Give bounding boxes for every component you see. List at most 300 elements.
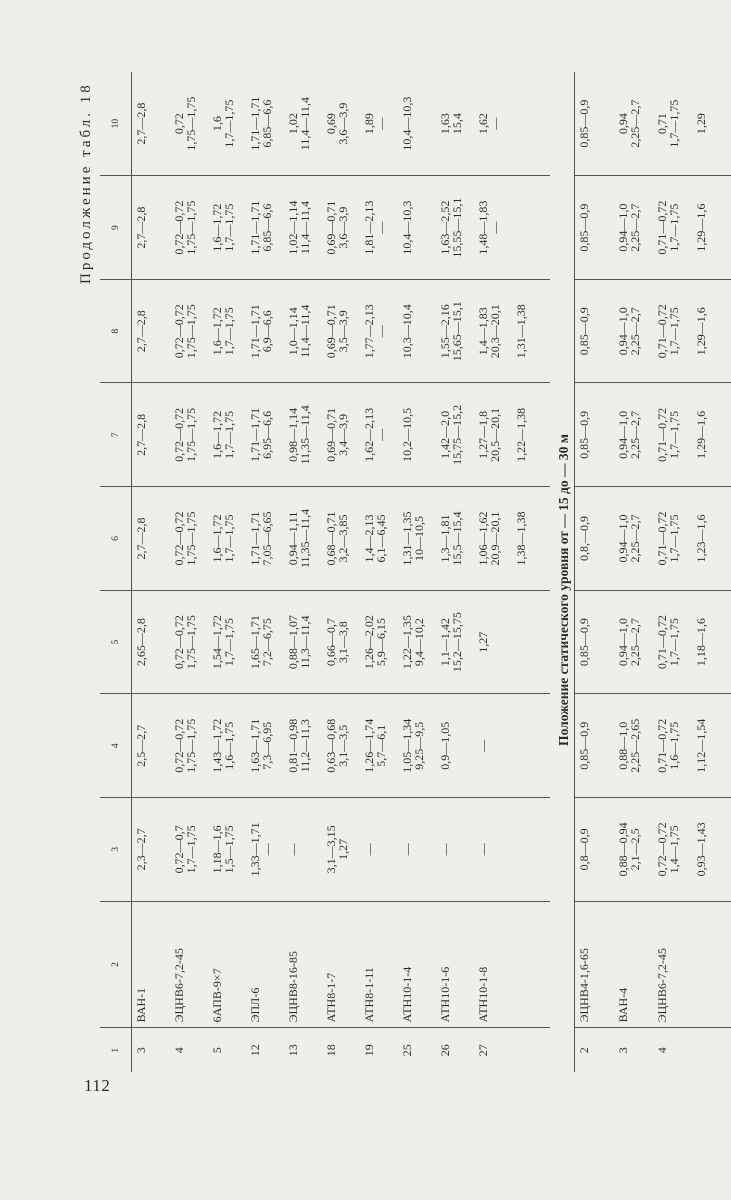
value-line: 1,6—1,75 bbox=[667, 721, 681, 770]
value-line: 1,5—1,75 bbox=[222, 825, 236, 874]
value-line: 1,7—1,75 bbox=[222, 618, 236, 667]
value-line: 1,18—1,6 bbox=[210, 825, 224, 874]
value-stack bbox=[135, 283, 147, 380]
value-cell bbox=[208, 72, 246, 176]
value-cell bbox=[360, 176, 398, 280]
value-cell bbox=[284, 487, 322, 591]
value-cell bbox=[398, 694, 436, 798]
value-stack bbox=[656, 697, 680, 794]
value-line: 1,29—1,6 bbox=[694, 307, 708, 356]
value-line: — bbox=[374, 221, 388, 234]
value-line: 0,9—1,05 bbox=[438, 721, 452, 770]
value-line: 10,4—10,3 bbox=[400, 96, 414, 151]
value-line: 2,7—2,8 bbox=[134, 206, 148, 249]
value-line: 0,85—0,9 bbox=[577, 307, 591, 356]
value-stack bbox=[515, 801, 527, 898]
value-cell bbox=[170, 279, 208, 383]
value-cell bbox=[436, 694, 474, 798]
value-line: 11,35—11,4 bbox=[298, 405, 312, 465]
value-line: 0,71—0,72 bbox=[655, 615, 669, 670]
value-stack bbox=[477, 801, 489, 898]
value-line: 0,88—0,94 bbox=[616, 822, 630, 877]
value-stack bbox=[325, 801, 349, 898]
value-line: 0,94—1,0 bbox=[616, 618, 630, 667]
value-line: 1,7—1,75 bbox=[222, 203, 236, 252]
continuation-title: Продолжение табл. 18 bbox=[78, 82, 94, 284]
value-line: 1,7—1,75 bbox=[667, 307, 681, 356]
value-stack bbox=[211, 75, 235, 172]
value-stack bbox=[135, 490, 147, 587]
value-line: 20,5—20,1 bbox=[488, 407, 502, 462]
value-stack bbox=[656, 387, 680, 484]
value-line: 1,89 bbox=[362, 113, 376, 135]
value-line: 1,29 bbox=[694, 113, 708, 135]
value-line: 1,71—1,71 bbox=[248, 96, 262, 151]
value-line: — bbox=[374, 325, 388, 338]
value-line: 0,72 bbox=[172, 113, 186, 135]
value-line: 20,9—20,1 bbox=[488, 511, 502, 566]
table-row bbox=[284, 72, 322, 1072]
value-line: 0,72—0,72 bbox=[172, 718, 186, 773]
value-stack bbox=[617, 75, 641, 172]
value-line: 1,23—1,6 bbox=[694, 514, 708, 563]
value-line: 2,65—2,8 bbox=[134, 618, 148, 667]
value-line: 1,71—1,71 bbox=[248, 200, 262, 255]
value-stack bbox=[211, 283, 235, 380]
value-cell bbox=[170, 383, 208, 487]
value-line: 0,71—0,72 bbox=[655, 511, 669, 566]
value-line: 1,29—1,6 bbox=[694, 203, 708, 252]
value-cell bbox=[322, 72, 360, 176]
value-cell bbox=[170, 694, 208, 798]
value-line: 1,54—1,72 bbox=[210, 615, 224, 670]
value-line: 1,6—1,75 bbox=[222, 721, 236, 770]
value-stack bbox=[617, 490, 641, 587]
value-line: 9,25—9,5 bbox=[412, 721, 426, 770]
value-stack bbox=[173, 387, 197, 484]
value-stack bbox=[249, 283, 273, 380]
value-cell bbox=[208, 383, 246, 487]
value-cell bbox=[512, 590, 550, 694]
value-cell bbox=[208, 798, 246, 902]
value-stack bbox=[578, 387, 590, 484]
value-stack bbox=[617, 387, 641, 484]
value-line: 1,7—1,75 bbox=[667, 99, 681, 148]
value-cell bbox=[575, 694, 615, 798]
value-stack bbox=[401, 490, 425, 587]
value-cell bbox=[575, 176, 615, 280]
value-line: 1,71—1,71 bbox=[248, 511, 262, 566]
value-cell bbox=[614, 694, 653, 798]
row-number: 5 bbox=[210, 1047, 224, 1054]
value-stack bbox=[578, 801, 590, 898]
value-line: 0,85—0,9 bbox=[577, 99, 591, 148]
value-cell bbox=[284, 72, 322, 176]
value-stack bbox=[173, 179, 197, 276]
value-line: 0,81—0,98 bbox=[286, 718, 300, 773]
value-line: — bbox=[400, 843, 414, 856]
value-cell bbox=[284, 279, 322, 383]
value-cell bbox=[246, 590, 284, 694]
row-number: 12 bbox=[248, 1044, 262, 1057]
value-stack bbox=[249, 594, 273, 691]
value-line: 15,2—15,75 bbox=[450, 612, 464, 673]
value-cell bbox=[614, 590, 653, 694]
value-cell bbox=[360, 279, 398, 383]
value-line: 0,68—0,71 bbox=[324, 511, 338, 566]
value-line: 0,72—0,72 bbox=[172, 511, 186, 566]
value-stack bbox=[578, 75, 590, 172]
value-stack bbox=[515, 697, 527, 794]
value-cell bbox=[360, 694, 398, 798]
value-stack bbox=[287, 594, 311, 691]
main-table bbox=[100, 72, 550, 1072]
value-line: 1,63 bbox=[438, 113, 452, 135]
value-line: 1,3—1,81 bbox=[438, 514, 452, 563]
value-cell bbox=[132, 279, 171, 383]
value-line: — bbox=[488, 221, 502, 234]
value-cell bbox=[284, 590, 322, 694]
value-stack bbox=[287, 283, 311, 380]
value-stack bbox=[695, 283, 707, 380]
value-line: 7,05—6,65 bbox=[260, 511, 274, 566]
value-line: 1,4—1,83 bbox=[476, 307, 490, 356]
value-line: — bbox=[374, 428, 388, 441]
value-line: 0,72—0,7 bbox=[172, 825, 186, 874]
value-cell bbox=[246, 487, 284, 591]
value-cell bbox=[322, 279, 360, 383]
value-cell bbox=[575, 590, 615, 694]
value-line: 7,3—6,95 bbox=[260, 721, 274, 770]
value-line bbox=[413, 387, 425, 484]
row-number: 19 bbox=[362, 1044, 376, 1057]
value-cell bbox=[436, 176, 474, 280]
value-line: 1,75—1,75 bbox=[184, 511, 198, 566]
value-stack bbox=[477, 697, 489, 794]
table-row bbox=[436, 72, 474, 1072]
value-cell bbox=[360, 798, 398, 902]
value-stack bbox=[287, 179, 311, 276]
value-stack bbox=[363, 490, 387, 587]
row-number: 4 bbox=[655, 1047, 669, 1054]
value-line: 11,4—11,4 bbox=[298, 97, 312, 151]
value-cell bbox=[322, 487, 360, 591]
value-line: 0,85—0,9 bbox=[577, 203, 591, 252]
value-line: — bbox=[260, 843, 274, 856]
value-line: 15,5—15,4 bbox=[450, 511, 464, 566]
value-cell bbox=[436, 383, 474, 487]
row-number bbox=[692, 1028, 731, 1072]
value-cell bbox=[512, 72, 550, 176]
value-cell bbox=[284, 383, 322, 487]
value-cell bbox=[653, 72, 692, 176]
table-row bbox=[170, 72, 208, 1072]
value-stack bbox=[249, 387, 273, 484]
value-line: 1,77—2,13 bbox=[362, 304, 376, 359]
value-line bbox=[515, 697, 527, 794]
value-line: 1,7—1,75 bbox=[667, 514, 681, 563]
value-stack bbox=[439, 697, 451, 794]
value-cell bbox=[614, 487, 653, 591]
value-cell bbox=[284, 176, 322, 280]
value-line: 1,27 bbox=[336, 838, 350, 860]
value-cell bbox=[132, 798, 171, 902]
value-stack bbox=[287, 697, 311, 794]
value-cell bbox=[398, 590, 436, 694]
value-line: 11,35—11,4 bbox=[298, 508, 312, 568]
value-line: 0,72—0,72 bbox=[172, 615, 186, 670]
value-line: 0,98—1,14 bbox=[286, 407, 300, 462]
value-cell bbox=[246, 694, 284, 798]
row-number: 3 bbox=[616, 1047, 630, 1054]
value-stack bbox=[325, 697, 349, 794]
value-stack bbox=[439, 75, 463, 172]
value-cell bbox=[132, 383, 171, 487]
value-line: 5,7—6,1 bbox=[374, 724, 388, 767]
value-stack bbox=[695, 387, 707, 484]
value-line: 0,72—0,72 bbox=[172, 304, 186, 359]
value-line: — bbox=[476, 739, 490, 752]
value-line: — bbox=[488, 117, 502, 130]
value-line: 1,6—1,72 bbox=[210, 410, 224, 459]
value-line: 15,65—15,1 bbox=[450, 301, 464, 362]
value-line: 2,1—2,5 bbox=[628, 828, 642, 871]
column-header: 4 bbox=[100, 694, 132, 798]
value-stack bbox=[287, 387, 311, 484]
table-row bbox=[575, 72, 615, 1072]
value-cell bbox=[284, 798, 322, 902]
value-cell bbox=[474, 694, 512, 798]
value-stack bbox=[439, 179, 463, 276]
value-cell bbox=[512, 487, 550, 591]
column-header: 10 bbox=[100, 72, 132, 176]
value-line: 0,88—1,07 bbox=[286, 615, 300, 670]
value-cell bbox=[474, 279, 512, 383]
value-stack bbox=[515, 179, 527, 276]
value-stack bbox=[173, 75, 197, 172]
value-cell bbox=[692, 798, 731, 902]
value-line: 1,22—1,38 bbox=[514, 407, 528, 462]
value-line: 1,1—1,42 bbox=[438, 618, 452, 667]
value-stack bbox=[656, 594, 680, 691]
value-line: 0,71 bbox=[655, 113, 669, 135]
value-line: 1,38—1,38 bbox=[514, 511, 528, 566]
value-stack bbox=[211, 594, 235, 691]
value-cell bbox=[575, 279, 615, 383]
value-line: 0,71—0,72 bbox=[655, 718, 669, 773]
value-line: 1,26—2,02 bbox=[362, 615, 376, 670]
value-line: 1,63—1,71 bbox=[248, 718, 262, 773]
value-line: 2,25—2,65 bbox=[628, 718, 642, 773]
pump-type: ЭЦНВ4-1,6-65 bbox=[575, 901, 615, 1028]
value-stack bbox=[439, 801, 451, 898]
pump-type: ЭПЛ-6 bbox=[246, 901, 284, 1028]
value-cell bbox=[208, 694, 246, 798]
value-cell bbox=[208, 279, 246, 383]
value-line: 0,71—0,72 bbox=[655, 304, 669, 359]
value-line: 10,3—10,4 bbox=[400, 304, 414, 359]
value-line: 15,75—15,2 bbox=[450, 404, 464, 465]
value-line: 2,25—2,7 bbox=[628, 307, 642, 356]
value-line: 6,85—6,6 bbox=[260, 203, 274, 252]
table-row bbox=[512, 72, 550, 1072]
value-line: 2,25—2,7 bbox=[628, 99, 642, 148]
value-stack bbox=[515, 594, 527, 691]
value-cell bbox=[170, 590, 208, 694]
value-cell bbox=[436, 487, 474, 591]
value-stack bbox=[401, 801, 413, 898]
value-line: 15,55—15,1 bbox=[450, 197, 464, 258]
section-title: Положение статического уровня от — 15 до — 30 м bbox=[556, 434, 571, 746]
value-line: 0,72—0,72 bbox=[172, 200, 186, 255]
value-line: 1,05—1,34 bbox=[400, 718, 414, 773]
value-line: 2,25—2,7 bbox=[628, 618, 642, 667]
value-line: 5,9—6,15 bbox=[374, 618, 388, 667]
value-stack bbox=[578, 490, 590, 587]
pump-type bbox=[512, 901, 550, 1028]
pump-type: ЭЦНВ6-7,2-45 bbox=[653, 901, 692, 1028]
value-cell bbox=[208, 176, 246, 280]
value-cell bbox=[692, 383, 731, 487]
value-line: 11,4—11,4 bbox=[298, 201, 312, 255]
value-line: 0,63—0,68 bbox=[324, 718, 338, 773]
value-cell bbox=[575, 72, 615, 176]
value-line: 1,6—1,72 bbox=[210, 514, 224, 563]
value-cell bbox=[512, 279, 550, 383]
value-cell bbox=[512, 694, 550, 798]
value-cell bbox=[322, 383, 360, 487]
value-cell bbox=[474, 798, 512, 902]
value-stack bbox=[401, 283, 425, 380]
value-stack bbox=[363, 283, 387, 380]
value-cell bbox=[398, 798, 436, 902]
value-stack bbox=[578, 179, 590, 276]
value-stack bbox=[325, 594, 349, 691]
value-line: 1,12—1,54 bbox=[694, 718, 708, 773]
value-stack bbox=[211, 490, 235, 587]
value-line: 0,8,—0,9 bbox=[577, 515, 591, 561]
value-stack bbox=[325, 490, 349, 587]
value-line: 1,48—1,83 bbox=[476, 200, 490, 255]
value-line: 1,02—1,14 bbox=[286, 200, 300, 255]
value-cell bbox=[360, 590, 398, 694]
pump-type: 6АПВ-9×7 bbox=[208, 901, 246, 1028]
value-line: 0,69—0,71 bbox=[324, 304, 338, 359]
value-stack bbox=[477, 594, 489, 691]
value-cell bbox=[132, 487, 171, 591]
pump-type: АТН8-1-7 bbox=[322, 901, 360, 1028]
value-cell bbox=[132, 176, 171, 280]
value-line: 1,7—1,75 bbox=[222, 410, 236, 459]
value-stack bbox=[439, 594, 463, 691]
value-stack bbox=[363, 594, 387, 691]
value-line: 1,27—1,8 bbox=[476, 410, 490, 459]
value-cell bbox=[692, 487, 731, 591]
value-cell bbox=[246, 279, 284, 383]
value-line: 1,75—1,75 bbox=[184, 200, 198, 255]
value-line: 1,29—1,6 bbox=[694, 410, 708, 459]
value-cell bbox=[208, 590, 246, 694]
value-line bbox=[515, 179, 527, 276]
value-cell bbox=[170, 798, 208, 902]
value-stack bbox=[695, 697, 707, 794]
value-stack bbox=[135, 594, 147, 691]
row-number: 2 bbox=[577, 1047, 591, 1054]
value-line: 1,7—1,75 bbox=[222, 99, 236, 148]
value-stack bbox=[249, 75, 273, 172]
value-stack bbox=[656, 801, 680, 898]
value-line: 1,7—1,75 bbox=[667, 410, 681, 459]
value-stack bbox=[173, 697, 197, 794]
value-stack bbox=[656, 283, 680, 380]
value-line: 0,94—1,0 bbox=[616, 514, 630, 563]
table-row bbox=[474, 72, 512, 1072]
value-stack bbox=[617, 697, 641, 794]
row-number: 13 bbox=[286, 1044, 300, 1057]
column-header: 5 bbox=[100, 590, 132, 694]
value-line: 1,27 bbox=[476, 631, 490, 653]
table-row bbox=[322, 72, 360, 1072]
value-line: 0,71—0,72 bbox=[655, 200, 669, 255]
value-line: 6,85—6,6 bbox=[260, 99, 274, 148]
value-cell bbox=[474, 383, 512, 487]
value-line: 0,94 bbox=[616, 113, 630, 135]
table-row bbox=[614, 72, 653, 1072]
row-number: 3 bbox=[134, 1047, 148, 1054]
value-line: 7,2—6,75 bbox=[260, 618, 274, 667]
value-stack bbox=[578, 283, 590, 380]
value-stack bbox=[287, 801, 299, 898]
column-header: 6 bbox=[100, 487, 132, 591]
table-row bbox=[208, 72, 246, 1072]
value-line: 1,22—1,35 bbox=[400, 615, 414, 670]
value-line: 1,06—1,62 bbox=[476, 511, 490, 566]
value-stack bbox=[173, 801, 197, 898]
value-stack bbox=[617, 801, 641, 898]
value-cell bbox=[692, 72, 731, 176]
column-header: 3 bbox=[100, 798, 132, 902]
value-stack bbox=[401, 75, 425, 172]
value-stack bbox=[439, 387, 463, 484]
value-cell bbox=[246, 72, 284, 176]
value-line: 6,9—6,6 bbox=[260, 310, 274, 353]
value-line: 1,42—2,0 bbox=[438, 410, 452, 459]
value-line: 0,72—0,72 bbox=[655, 822, 669, 877]
column-header: 1 bbox=[100, 1028, 132, 1072]
row-number bbox=[512, 1028, 550, 1072]
pump-type: ВАН-1 bbox=[132, 901, 171, 1028]
value-cell bbox=[132, 590, 171, 694]
value-stack bbox=[325, 387, 349, 484]
value-stack bbox=[515, 283, 527, 380]
value-line: 3,1—3,8 bbox=[336, 621, 350, 664]
value-line: 3,5—3,9 bbox=[336, 310, 350, 353]
value-line: 1,75—1,75 bbox=[184, 304, 198, 359]
value-line: 1,31—1,35 bbox=[400, 511, 414, 566]
value-cell bbox=[653, 590, 692, 694]
value-line: 1,7—1,75 bbox=[222, 514, 236, 563]
value-line: 20,3—20,1 bbox=[488, 304, 502, 359]
value-line: — bbox=[362, 843, 376, 856]
value-line: 0,85—0,9 bbox=[577, 721, 591, 770]
value-cell bbox=[692, 694, 731, 798]
pump-type: АТН10-1-6 bbox=[436, 901, 474, 1028]
value-line: 2,5—2,7 bbox=[134, 724, 148, 767]
value-line: 11,4—11,4 bbox=[298, 304, 312, 358]
value-line bbox=[413, 179, 425, 276]
value-cell bbox=[512, 176, 550, 280]
value-stack bbox=[173, 490, 197, 587]
